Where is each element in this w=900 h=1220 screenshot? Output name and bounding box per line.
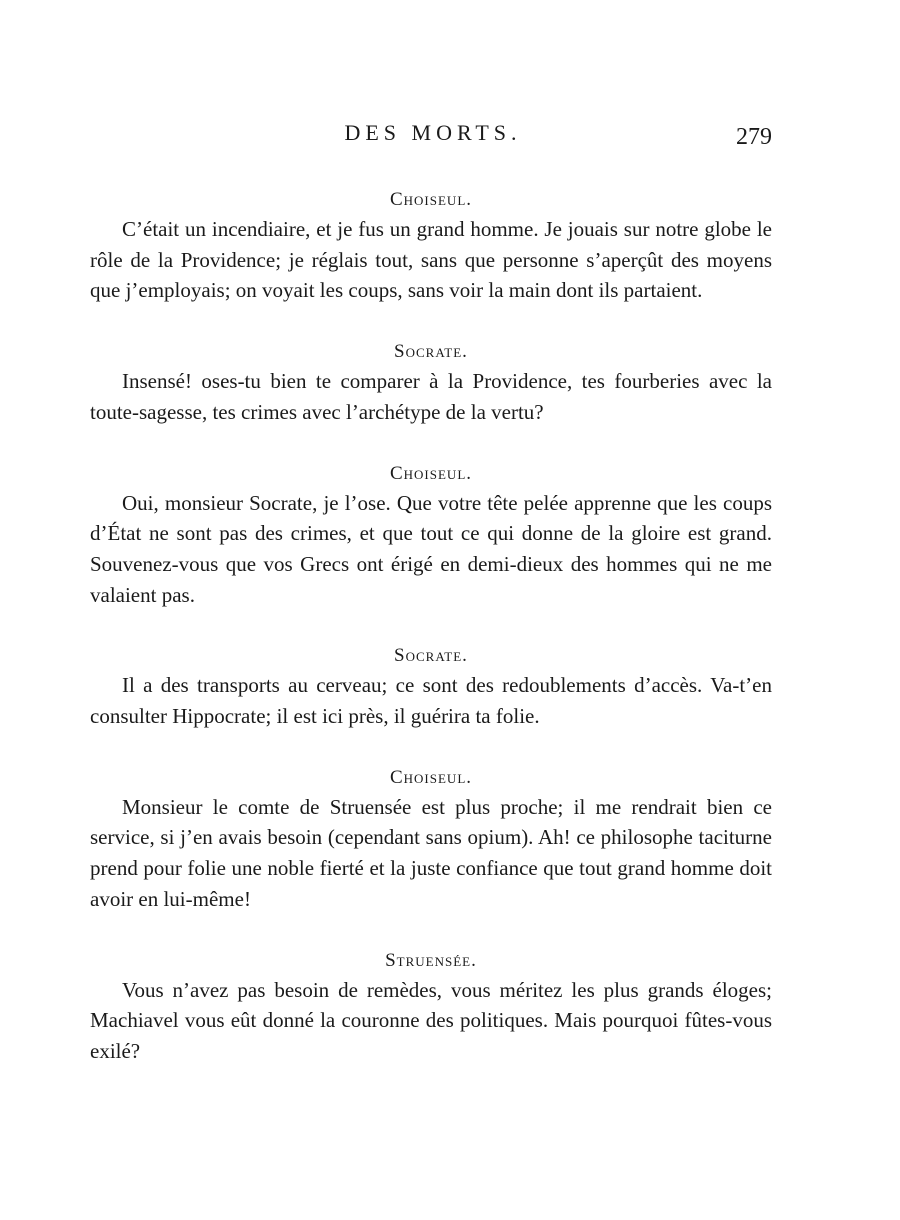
running-header — [0, 116, 900, 156]
speaker-name: Choiseul. — [389, 766, 473, 788]
speaker-name: Choiseul. — [389, 462, 473, 484]
speech-paragraph: Oui, monsieur Socrate, je l’ose. Que votre tête pelée apprenne que les coups d’État ne sont pas des crimes, et que tout ce qui donne de la gloire est grand. Souvenez-vous que vos Grecs ont érigé en demi-dieux des hommes qui ne me valaient pas. — [90, 490, 772, 607]
speaker-name: Socrate. — [394, 645, 468, 667]
speaker-name: Choiseul. — [389, 189, 473, 210]
speaker-name: Struensée. — [385, 949, 477, 971]
speech-paragraph: Monsieur le comte de Struensée est plus proche; il me rendrait bien ce service, si j’en avais besoin (cependant sans opium). Ah! ce philosophe taciturne prend pour folie une noble fierté et la juste confiance que tout grand homme doit avoir en lui-même! — [90, 794, 772, 911]
page-number: 279 — [736, 124, 772, 150]
speech-paragraph: Vous n’avez pas besoin de remèdes, vous méritez les plus grands éloges; Machiavel vous eût donné la couronne des politiques. Mais pourquoi fûtes-vous exilé? — [90, 977, 772, 1063]
dialogue-text — [90, 186, 772, 1067]
speaker-name: Socrate. — [394, 341, 468, 363]
speech-paragraph: Il a des transports au cerveau; ce sont des redoublements d’accès. Va-t’en consulter Hippocrate; il est ici près, il guérira ta folie. — [90, 673, 772, 729]
speech-paragraph: C’était un incendiaire, et je fus un grand homme. Je jouais sur notre globe le rôle de la Providence; je réglais tout, sans que personne s’aperçût des moyens que j’employais; on voyait les coups, sans voir la main dont ils partaient. — [90, 217, 772, 303]
speech-paragraph: Insensé! oses-tu bien te comparer à la Providence, tes fourberies avec la toute-sagesse, tes crimes avec l’archétype de la vertu? — [90, 369, 772, 424]
running-title: DES MORTS. — [344, 120, 522, 145]
